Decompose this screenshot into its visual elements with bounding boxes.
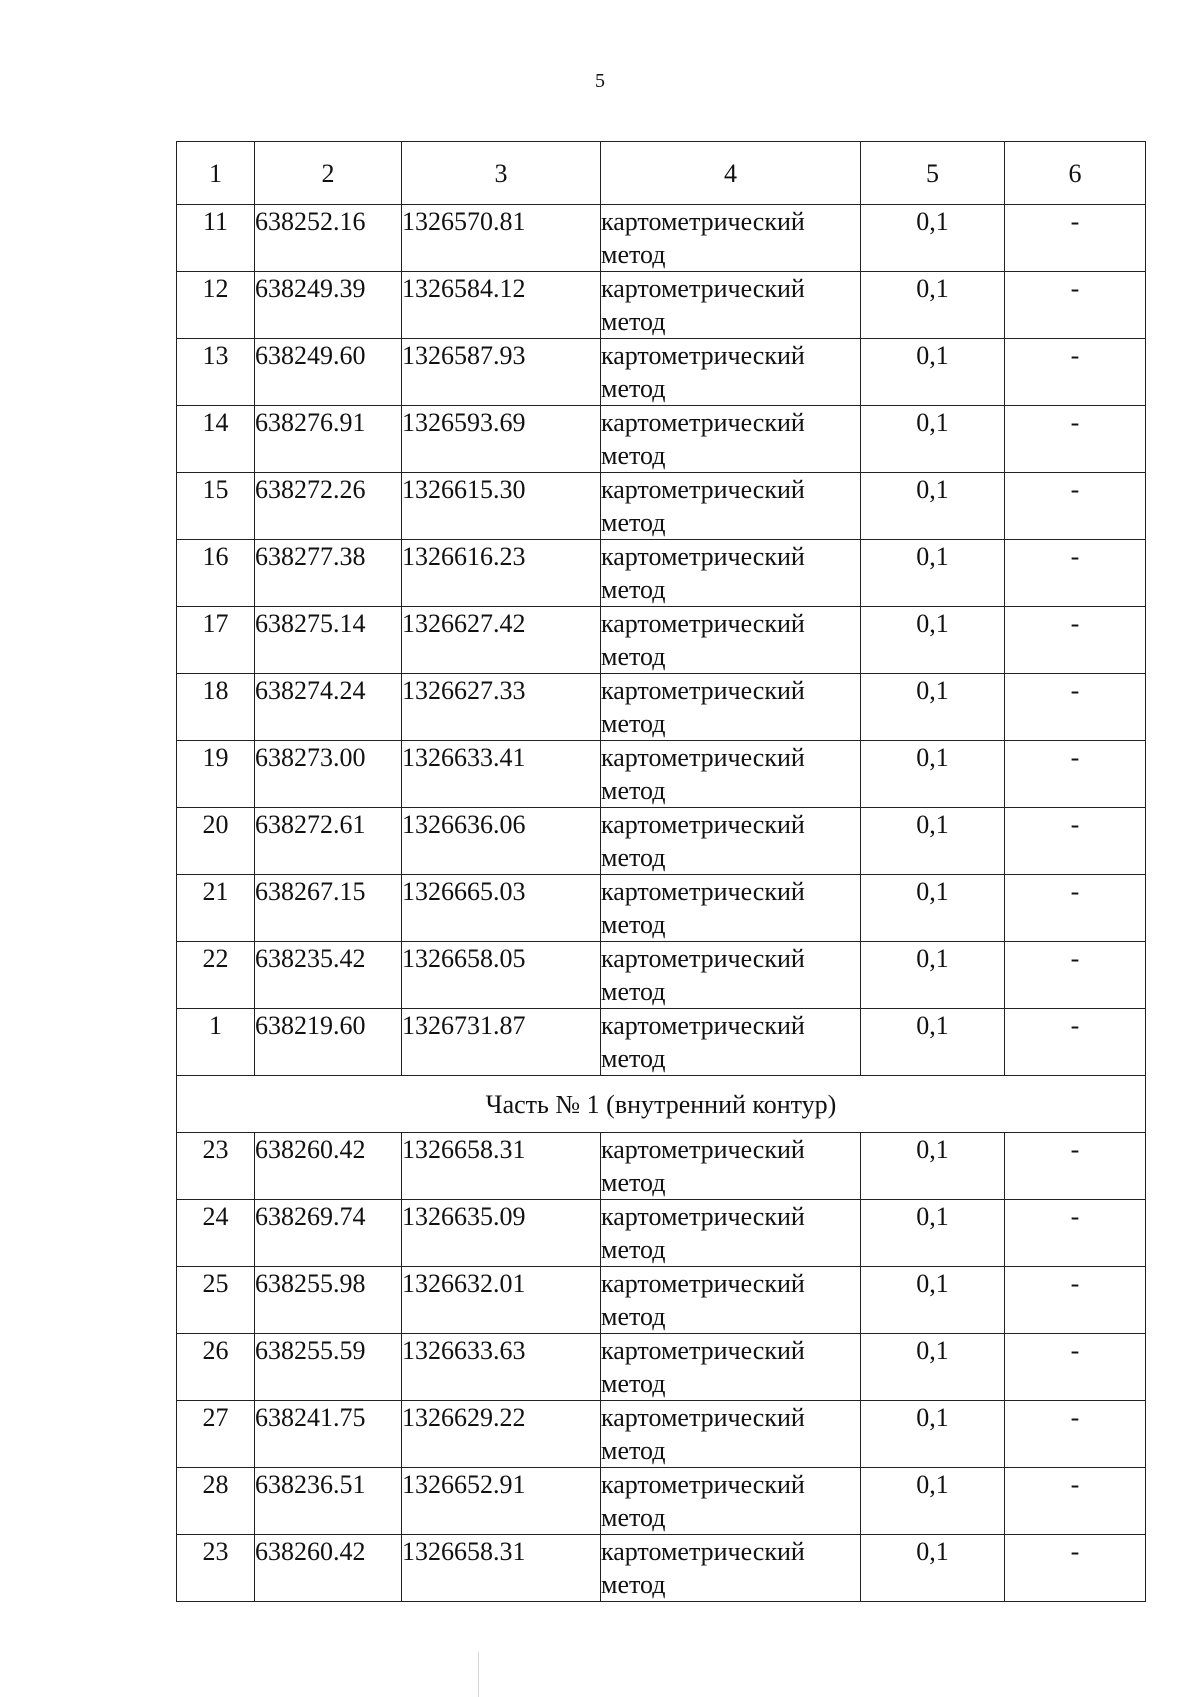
y-coordinate-cell: 1326658.05 [402, 942, 601, 1009]
table-row [177, 205, 1146, 272]
header-cell: 1 [177, 142, 255, 205]
header-cell: 2 [255, 142, 402, 205]
method-cell [601, 406, 861, 473]
method-line-1: картометрический [601, 810, 805, 839]
method-line-1: картометрический [601, 1269, 805, 1298]
accuracy-cell: 0,1 [861, 1009, 1005, 1076]
table-row [177, 540, 1146, 607]
note-cell: - [1005, 741, 1146, 808]
method-line-1: картометрический [601, 207, 805, 236]
accuracy-cell: 0,1 [861, 540, 1005, 607]
note-cell: - [1005, 1267, 1146, 1334]
accuracy-cell: 0,1 [861, 473, 1005, 540]
table-row [177, 339, 1146, 406]
note-cell: - [1005, 1468, 1146, 1535]
x-coordinate-cell: 638249.60 [255, 339, 402, 406]
note-cell: - [1005, 473, 1146, 540]
method-cell [601, 741, 861, 808]
accuracy-cell: 0,1 [861, 205, 1005, 272]
method-line-2: метод [601, 1570, 666, 1599]
accuracy-cell: 0,1 [861, 1200, 1005, 1267]
method-cell [601, 1401, 861, 1468]
accuracy-cell: 0,1 [861, 272, 1005, 339]
header-row [177, 142, 1146, 205]
method-line-2: метод [601, 977, 666, 1006]
x-coordinate-cell: 638275.14 [255, 607, 402, 674]
note-cell: - [1005, 1133, 1146, 1200]
point-number-cell: 14 [177, 406, 255, 473]
x-coordinate-cell: 638249.39 [255, 272, 402, 339]
method-line-1: картометрический [601, 676, 805, 705]
method-line-1: картометрический [601, 609, 805, 638]
method-line-1: картометрический [601, 408, 805, 437]
x-coordinate-cell: 638267.15 [255, 875, 402, 942]
method-line-2: метод [601, 374, 666, 403]
method-cell [601, 875, 861, 942]
header-cell: 6 [1005, 142, 1146, 205]
y-coordinate-cell: 1326629.22 [402, 1401, 601, 1468]
method-cell [601, 1133, 861, 1200]
method-cell [601, 1535, 861, 1602]
method-line-1: картометрический [601, 877, 805, 906]
table-row [177, 875, 1146, 942]
y-coordinate-cell: 1326570.81 [402, 205, 601, 272]
y-coordinate-cell: 1326615.30 [402, 473, 601, 540]
point-number-cell: 28 [177, 1468, 255, 1535]
method-line-2: метод [601, 843, 666, 872]
note-cell: - [1005, 205, 1146, 272]
point-number-cell: 19 [177, 741, 255, 808]
header-cell: 3 [402, 142, 601, 205]
table-row [177, 1401, 1146, 1468]
method-line-2: метод [601, 642, 666, 671]
method-cell [601, 1200, 861, 1267]
note-cell: - [1005, 1334, 1146, 1401]
note-cell: - [1005, 540, 1146, 607]
y-coordinate-cell: 1326584.12 [402, 272, 601, 339]
note-cell: - [1005, 1200, 1146, 1267]
method-line-2: метод [601, 508, 666, 537]
method-line-1: картометрический [601, 743, 805, 772]
method-line-1: картометрический [601, 341, 805, 370]
method-line-1: картометрический [601, 1537, 805, 1566]
accuracy-cell: 0,1 [861, 1334, 1005, 1401]
x-coordinate-cell: 638272.26 [255, 473, 402, 540]
accuracy-cell: 0,1 [861, 1468, 1005, 1535]
note-cell: - [1005, 1009, 1146, 1076]
table-row [177, 1535, 1146, 1602]
method-cell [601, 942, 861, 1009]
table-row [177, 741, 1146, 808]
method-line-1: картометрический [601, 1135, 805, 1164]
y-coordinate-cell: 1326633.41 [402, 741, 601, 808]
x-coordinate-cell: 638273.00 [255, 741, 402, 808]
method-cell [601, 1334, 861, 1401]
scan-artifact [478, 1652, 479, 1697]
method-cell [601, 1267, 861, 1334]
accuracy-cell: 0,1 [861, 942, 1005, 1009]
accuracy-cell: 0,1 [861, 339, 1005, 406]
x-coordinate-cell: 638241.75 [255, 1401, 402, 1468]
note-cell: - [1005, 942, 1146, 1009]
table-row [177, 1334, 1146, 1401]
method-line-2: метод [601, 709, 666, 738]
method-line-2: метод [601, 1168, 666, 1197]
point-number-cell: 27 [177, 1401, 255, 1468]
note-cell: - [1005, 808, 1146, 875]
table-row [177, 473, 1146, 540]
method-cell [601, 339, 861, 406]
accuracy-cell: 0,1 [861, 607, 1005, 674]
y-coordinate-cell: 1326635.09 [402, 1200, 601, 1267]
method-cell [601, 674, 861, 741]
accuracy-cell: 0,1 [861, 808, 1005, 875]
method-line-1: картометрический [601, 1470, 805, 1499]
point-number-cell: 25 [177, 1267, 255, 1334]
y-coordinate-cell: 1326616.23 [402, 540, 601, 607]
method-line-1: картометрический [601, 1202, 805, 1231]
x-coordinate-cell: 638276.91 [255, 406, 402, 473]
y-coordinate-cell: 1326632.01 [402, 1267, 601, 1334]
accuracy-cell: 0,1 [861, 1267, 1005, 1334]
y-coordinate-cell: 1326652.91 [402, 1468, 601, 1535]
section-row [177, 1076, 1146, 1133]
y-coordinate-cell: 1326627.33 [402, 674, 601, 741]
point-number-cell: 22 [177, 942, 255, 1009]
table-row [177, 942, 1146, 1009]
point-number-cell: 24 [177, 1200, 255, 1267]
point-number-cell: 17 [177, 607, 255, 674]
point-number-cell: 20 [177, 808, 255, 875]
table-row [177, 1468, 1146, 1535]
method-line-2: метод [601, 1302, 666, 1331]
table-row [177, 808, 1146, 875]
method-line-1: картометрический [601, 1403, 805, 1432]
point-number-cell: 23 [177, 1535, 255, 1602]
y-coordinate-cell: 1326587.93 [402, 339, 601, 406]
x-coordinate-cell: 638219.60 [255, 1009, 402, 1076]
method-cell [601, 1009, 861, 1076]
y-coordinate-cell: 1326665.03 [402, 875, 601, 942]
method-cell [601, 473, 861, 540]
table-row [177, 1200, 1146, 1267]
method-line-2: метод [601, 1503, 666, 1532]
x-coordinate-cell: 638252.16 [255, 205, 402, 272]
x-coordinate-cell: 638255.59 [255, 1334, 402, 1401]
method-cell [601, 205, 861, 272]
header-cell: 4 [601, 142, 861, 205]
table-row [177, 272, 1146, 339]
method-line-2: метод [601, 1436, 666, 1465]
method-cell [601, 607, 861, 674]
method-line-2: метод [601, 910, 666, 939]
method-line-2: метод [601, 575, 666, 604]
y-coordinate-cell: 1326636.06 [402, 808, 601, 875]
method-cell [601, 540, 861, 607]
note-cell: - [1005, 674, 1146, 741]
point-number-cell: 1 [177, 1009, 255, 1076]
point-number-cell: 12 [177, 272, 255, 339]
table-row [177, 674, 1146, 741]
method-line-1: картометрический [601, 542, 805, 571]
point-number-cell: 26 [177, 1334, 255, 1401]
note-cell: - [1005, 607, 1146, 674]
note-cell: - [1005, 875, 1146, 942]
point-number-cell: 23 [177, 1133, 255, 1200]
method-line-2: метод [601, 441, 666, 470]
x-coordinate-cell: 638260.42 [255, 1535, 402, 1602]
method-line-1: картометрический [601, 475, 805, 504]
table-row [177, 1267, 1146, 1334]
y-coordinate-cell: 1326633.63 [402, 1334, 601, 1401]
method-line-1: картометрический [601, 944, 805, 973]
method-cell [601, 1468, 861, 1535]
coordinates-table-body [177, 142, 1146, 1602]
x-coordinate-cell: 638260.42 [255, 1133, 402, 1200]
method-line-2: метод [601, 1369, 666, 1398]
accuracy-cell: 0,1 [861, 741, 1005, 808]
x-coordinate-cell: 638272.61 [255, 808, 402, 875]
method-line-1: картометрический [601, 1011, 805, 1040]
header-cell: 5 [861, 142, 1005, 205]
page-number: 5 [595, 70, 605, 92]
accuracy-cell: 0,1 [861, 406, 1005, 473]
x-coordinate-cell: 638235.42 [255, 942, 402, 1009]
point-number-cell: 18 [177, 674, 255, 741]
method-line-2: метод [601, 307, 666, 336]
method-line-2: метод [601, 240, 666, 269]
x-coordinate-cell: 638277.38 [255, 540, 402, 607]
coordinates-table [176, 141, 1146, 1602]
note-cell: - [1005, 406, 1146, 473]
table-row [177, 1133, 1146, 1200]
y-coordinate-cell: 1326658.31 [402, 1535, 601, 1602]
y-coordinate-cell: 1326658.31 [402, 1133, 601, 1200]
x-coordinate-cell: 638269.74 [255, 1200, 402, 1267]
accuracy-cell: 0,1 [861, 1535, 1005, 1602]
table-row [177, 1009, 1146, 1076]
x-coordinate-cell: 638255.98 [255, 1267, 402, 1334]
note-cell: - [1005, 272, 1146, 339]
table-row [177, 406, 1146, 473]
method-line-1: картометрический [601, 274, 805, 303]
accuracy-cell: 0,1 [861, 674, 1005, 741]
point-number-cell: 21 [177, 875, 255, 942]
point-number-cell: 16 [177, 540, 255, 607]
y-coordinate-cell: 1326593.69 [402, 406, 601, 473]
method-cell [601, 808, 861, 875]
method-line-2: метод [601, 776, 666, 805]
point-number-cell: 15 [177, 473, 255, 540]
method-cell [601, 272, 861, 339]
method-line-2: метод [601, 1044, 666, 1073]
y-coordinate-cell: 1326627.42 [402, 607, 601, 674]
method-line-2: метод [601, 1235, 666, 1264]
table-row [177, 607, 1146, 674]
y-coordinate-cell: 1326731.87 [402, 1009, 601, 1076]
accuracy-cell: 0,1 [861, 875, 1005, 942]
section-title: Часть № 1 (внутренний контур) [177, 1076, 1146, 1133]
note-cell: - [1005, 339, 1146, 406]
x-coordinate-cell: 638236.51 [255, 1468, 402, 1535]
point-number-cell: 13 [177, 339, 255, 406]
note-cell: - [1005, 1401, 1146, 1468]
accuracy-cell: 0,1 [861, 1401, 1005, 1468]
note-cell: - [1005, 1535, 1146, 1602]
x-coordinate-cell: 638274.24 [255, 674, 402, 741]
method-line-1: картометрический [601, 1336, 805, 1365]
point-number-cell: 11 [177, 205, 255, 272]
accuracy-cell: 0,1 [861, 1133, 1005, 1200]
